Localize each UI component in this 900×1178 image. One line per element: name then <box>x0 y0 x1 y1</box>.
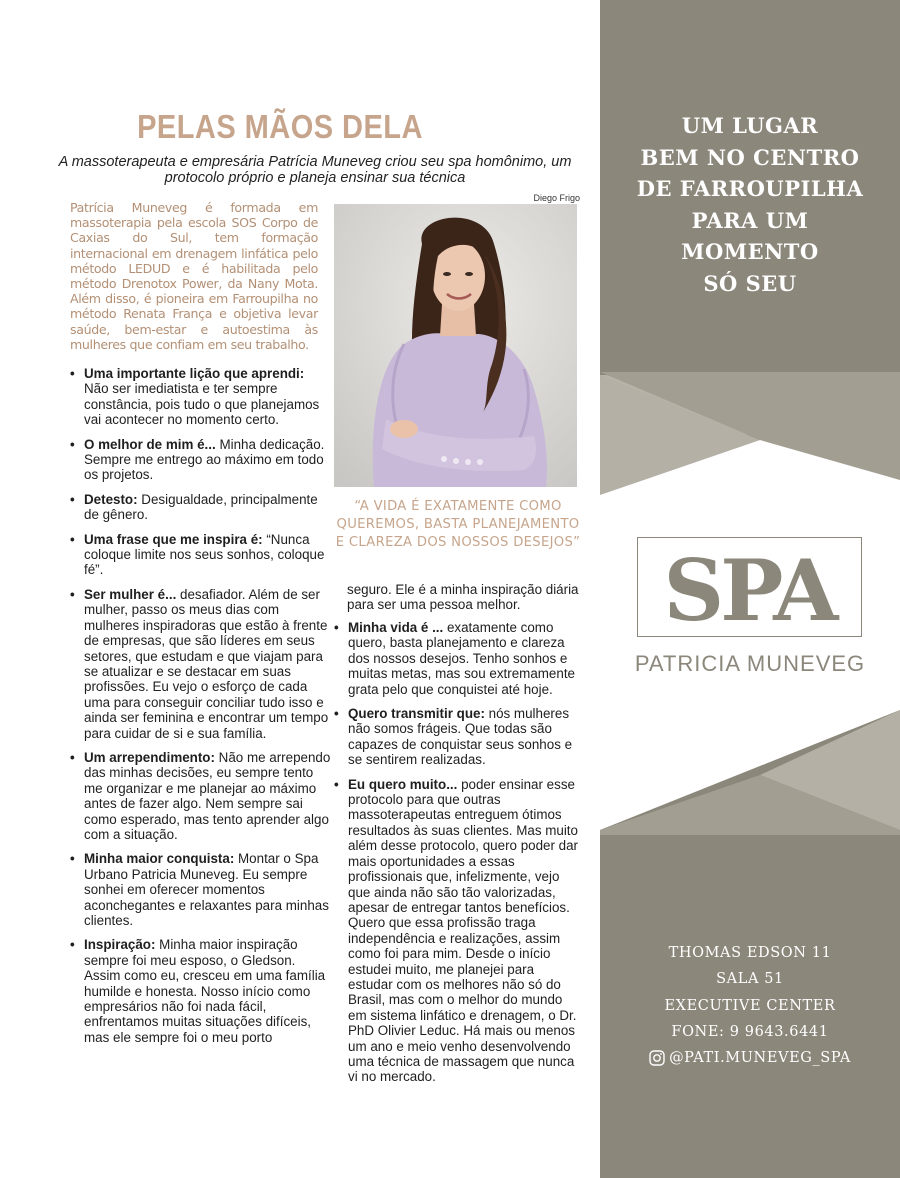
bullet-item <box>70 532 332 578</box>
bullet-label: Um arrependimento: <box>84 749 215 765</box>
bullet-label: Ser mulher é... <box>84 586 177 602</box>
article-title: PELAS MÃOS DELA <box>137 108 423 145</box>
bullet-label: O melhor de mim é... <box>84 436 216 452</box>
bullet-text: Desigualdade, principalmente de gênero. <box>84 491 318 523</box>
bullet-item <box>70 750 332 842</box>
bullet-label: Minha maior conquista: <box>84 851 235 867</box>
bullet-text: Não ser imediatista e ter sempre constância, pois tudo o que planejamos vai acontecer no momento certo. <box>84 381 320 428</box>
bullet-label: Eu quero muito... <box>348 776 458 792</box>
bullet-text: nós mulheres não somos frágeis. Que todas são capazes de conquistar seus sonhos e se sentirem realizadas. <box>348 706 573 768</box>
bullet-list-column-1 <box>70 366 332 1054</box>
column-2-continuation: seguro. Ele é a minha inspiração diária para ser uma pessoa melhor. <box>347 582 579 613</box>
portrait-illustration <box>334 204 577 487</box>
instagram-text: @PATI.MUNEVEG_SPA <box>669 1050 851 1067</box>
bullet-label: Minha vida é ... <box>348 620 444 635</box>
bullet-list-column-2 <box>334 620 582 1094</box>
spa-logo-mark <box>638 538 860 635</box>
phone-line: FONE: 9 9643.6441 <box>671 1023 829 1040</box>
bullet-label: Uma frase que me inspira é: <box>84 531 263 547</box>
bullet-item <box>334 706 582 768</box>
bullet-text: poder ensinar esse protocolo para que outras massoterapeutas entreguem ótimos resultados às suas clientes. Mas muito além desse protocolo, quero poder dar mais oportunidades a essas profissionais que, infelizmente, vejo que ainda não são tão valorizadas, apesar de entregar tantos benefícios. Quero que essa profissão traga independência e realizações, assim como foi para mim. Desde o início estudei muito, me planejei para estudar com os melhores não só do Brasil, mas com o melhor do mundo em sistema linfático e drenagem, o Dr. PhD Olivier Leduc. Há mais ou menos um ano e meio venho desenvolvendo uma técnica de massagem que nunca vi no mercado. <box>348 776 579 1085</box>
bullet-text: exatamente como quero, basta planejamento e clareza dos nossos desejos. Tenho sonhos e muitas metas, mas sou extremamente grata pelo que conquistei até hoje. <box>348 620 575 697</box>
bullet-item <box>70 366 332 428</box>
spa-logo <box>637 537 862 637</box>
bullet-label: Uma importante lição que aprendi: <box>84 366 305 381</box>
bullet-item <box>70 851 332 928</box>
instagram-icon <box>649 1050 665 1066</box>
address-line: THOMAS EDSON 11 <box>668 945 832 961</box>
bullet-text: Não me arrependo das minhas decisões, eu sempre tento me organizar e me planejar ao máximo antes de fazer algo. Nem sempre sai como esperado, mas tento aprender algo com a situação. <box>84 749 331 842</box>
article-subtitle: A massoterapeuta e empresária Patrícia Muneveg criou seu spa homônimo, um protocolo próprio e planeja ensinar sua técnica <box>58 154 572 186</box>
tagline-line: SÓ SEU <box>703 270 797 296</box>
ad-tagline <box>600 110 900 299</box>
tagline-line: MOMENTO <box>681 239 819 264</box>
tagline-line: BEM NO CENTRO <box>640 144 860 170</box>
bullet-label: Quero transmitir que: <box>348 706 485 722</box>
address-line: SALA 51 <box>716 971 784 988</box>
portrait-photo <box>334 204 577 487</box>
bullet-text: desafiador. Além de ser mulher, passo os meus dias com mulheres inspiradoras que estão à frente de empresas, que são líderes em seus setores, que estudam e que viajam para se atualizar e se destacar em suas profissões. Eu vejo o esforço de cada uma para conseguir conciliar tudo isso e ainda ser feminina e encontrar um tempo para cuidar de si e sua família. <box>84 586 329 741</box>
tagline-line: PARA UM <box>691 207 809 233</box>
logo-text: SPA <box>663 541 835 635</box>
bullet-text: Minha dedicação. Sempre me entrego ao máximo em todo os projetos. <box>84 436 325 483</box>
bullet-text: Montar o Spa Urbano Patricia Muneveg. Eu sempre sonhei em oferecer momentos aconchegantes e relaxantes para minhas clientes. <box>84 851 329 928</box>
bullet-item <box>334 620 582 697</box>
photo-credit: Diego Frigo <box>533 193 580 203</box>
bullet-item <box>70 437 332 483</box>
address-line: EXECUTIVE CENTER <box>664 997 836 1014</box>
brand-name: PATRICIA MUNEVEG <box>634 651 866 676</box>
bullet-item <box>70 492 332 523</box>
bullet-text: Minha maior inspiração sempre foi meu esposo, o Gledson. Assim como eu, cresceu em uma família humilde e honesta. Nosso início como empresários não foi nada fácil, enfrentamos muitas situações difíceis, mas ele sempre foi o meu porto <box>84 937 326 1045</box>
contact-info <box>600 940 900 1071</box>
pull-quote: “A VIDA É EXATAMENTE COMO QUEREMOS, BASTA PLANEJAMENTO E CLAREZA DOS NOSSOS DESEJOS” <box>335 499 581 550</box>
bullet-label: Detesto: <box>84 491 138 507</box>
tagline-line: UM LUGAR <box>681 113 819 138</box>
tagline-line: DE FARROUPILHA <box>636 176 864 201</box>
bullet-text: “Nunca coloque limite nos seus sonhos, coloque fé”. <box>84 531 325 578</box>
bullet-item <box>334 777 582 1085</box>
article-intro: Patrícia Muneveg é formada em massoterapia pela escola SOS Corpo de Caxias do Sul, tem formação internacional em drenagem linfática pelo método LEDUD e é habilitada pelo método Drenotox Power, da Nany Mota. Além disso, é pioneira em Farroupilha no método Renata França e objetiva levar saúde, bem-estar e autoestima às mulheres que confiam em seu trabalho. <box>70 200 318 352</box>
bullet-item <box>70 587 332 741</box>
bullet-item <box>70 937 332 1045</box>
bullet-label: Inspiração: <box>84 937 156 953</box>
instagram-handle <box>600 1045 900 1071</box>
ad-panel <box>600 0 900 1178</box>
